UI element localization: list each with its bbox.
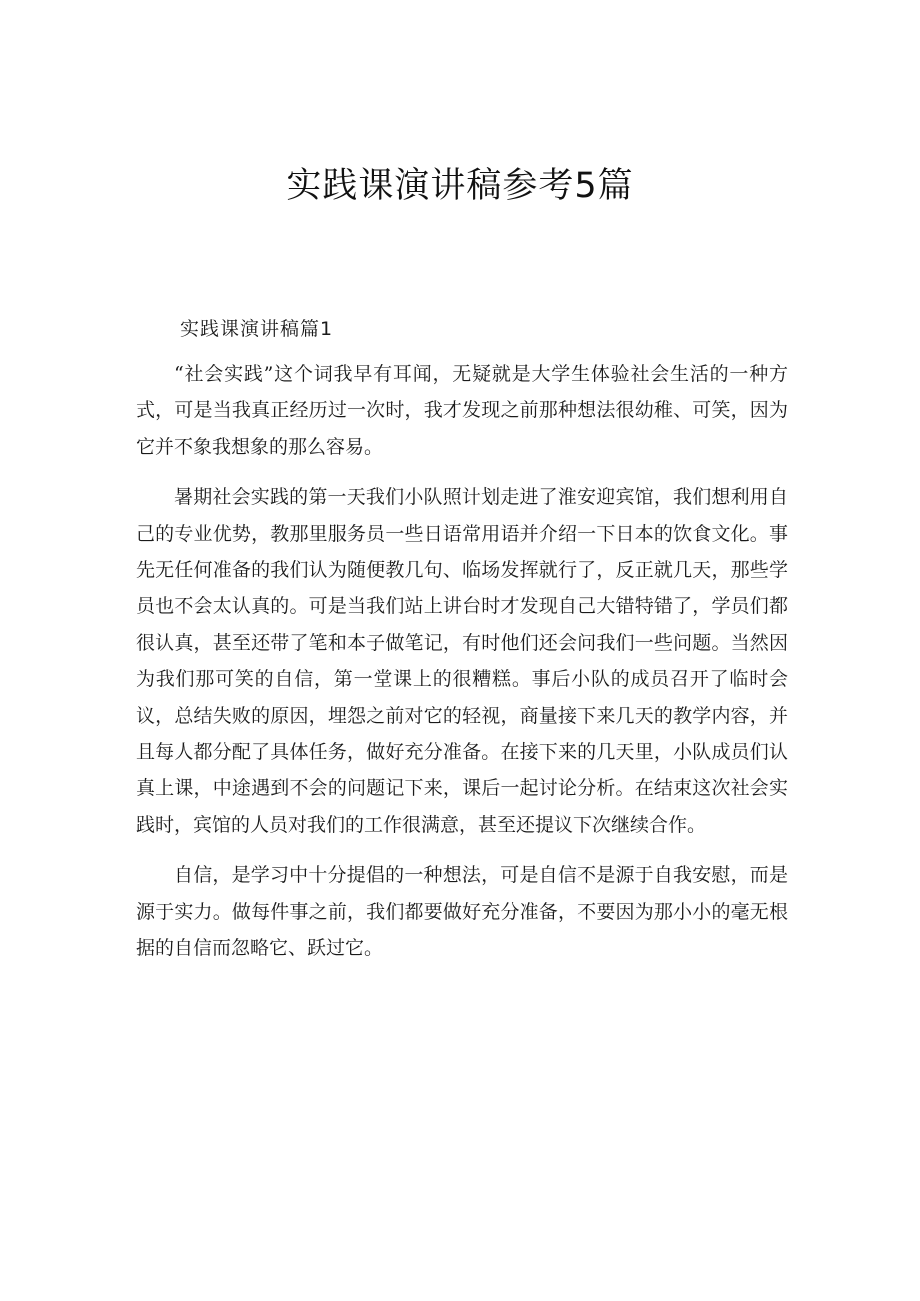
section-heading: 实践课演讲稿篇1 — [180, 318, 334, 340]
paragraph-1: “社会实践”这个词我早有耳闻，无疑就是大学生体验社会生活的一种方式，可是当我真正经历过一次时，我才发现之前那种想法很幼稚、可笑，因为它并不象我想象的那么容易。 — [136, 363, 788, 458]
paragraph-3: 自信，是学习中十分提倡的一种想法，可是自信不是源于自我安慰，而是源于实力。做每件事之前，我们都要做好充分准备，不要因为那小小的毫无根据的自信而忽略它、跃过它。 — [136, 864, 788, 960]
document-title: 实践课演讲稿参考5篇 — [286, 166, 634, 206]
document-body — [136, 356, 788, 981]
paragraph-2: 暑期社会实践的第一天我们小队照计划走进了淮安迎宾馆，我们想利用自己的专业优势，教那里服务员一些日语常用语并介绍一下日本的饮食文化。事先无任何准备的我们认为随便教几句、临场发挥就行了，反正就几天，那些学员也不会太认真的。可是当我们站上讲台时才发现自己大错特错了，学员们都很认真，甚至还带了笔和本子做笔记，有时他们还会问我们一些问题。当然因为我们那可笑的自信，第一堂课上的很糟糕。事后小队的成员召开了临时会议，总结失败的原因，埋怨之前对它的轻视，商量接下来几天的教学内容，并且每人都分配了具体任务，做好充分准备。在接下来的几天里，小队成员们认真上课，中途遇到不会的问题记下来，课后一起讨论分析。在结束这次社会实践时，宾馆的人员对我们的工作很满意，甚至还提议下次继续合作。 — [136, 486, 788, 836]
